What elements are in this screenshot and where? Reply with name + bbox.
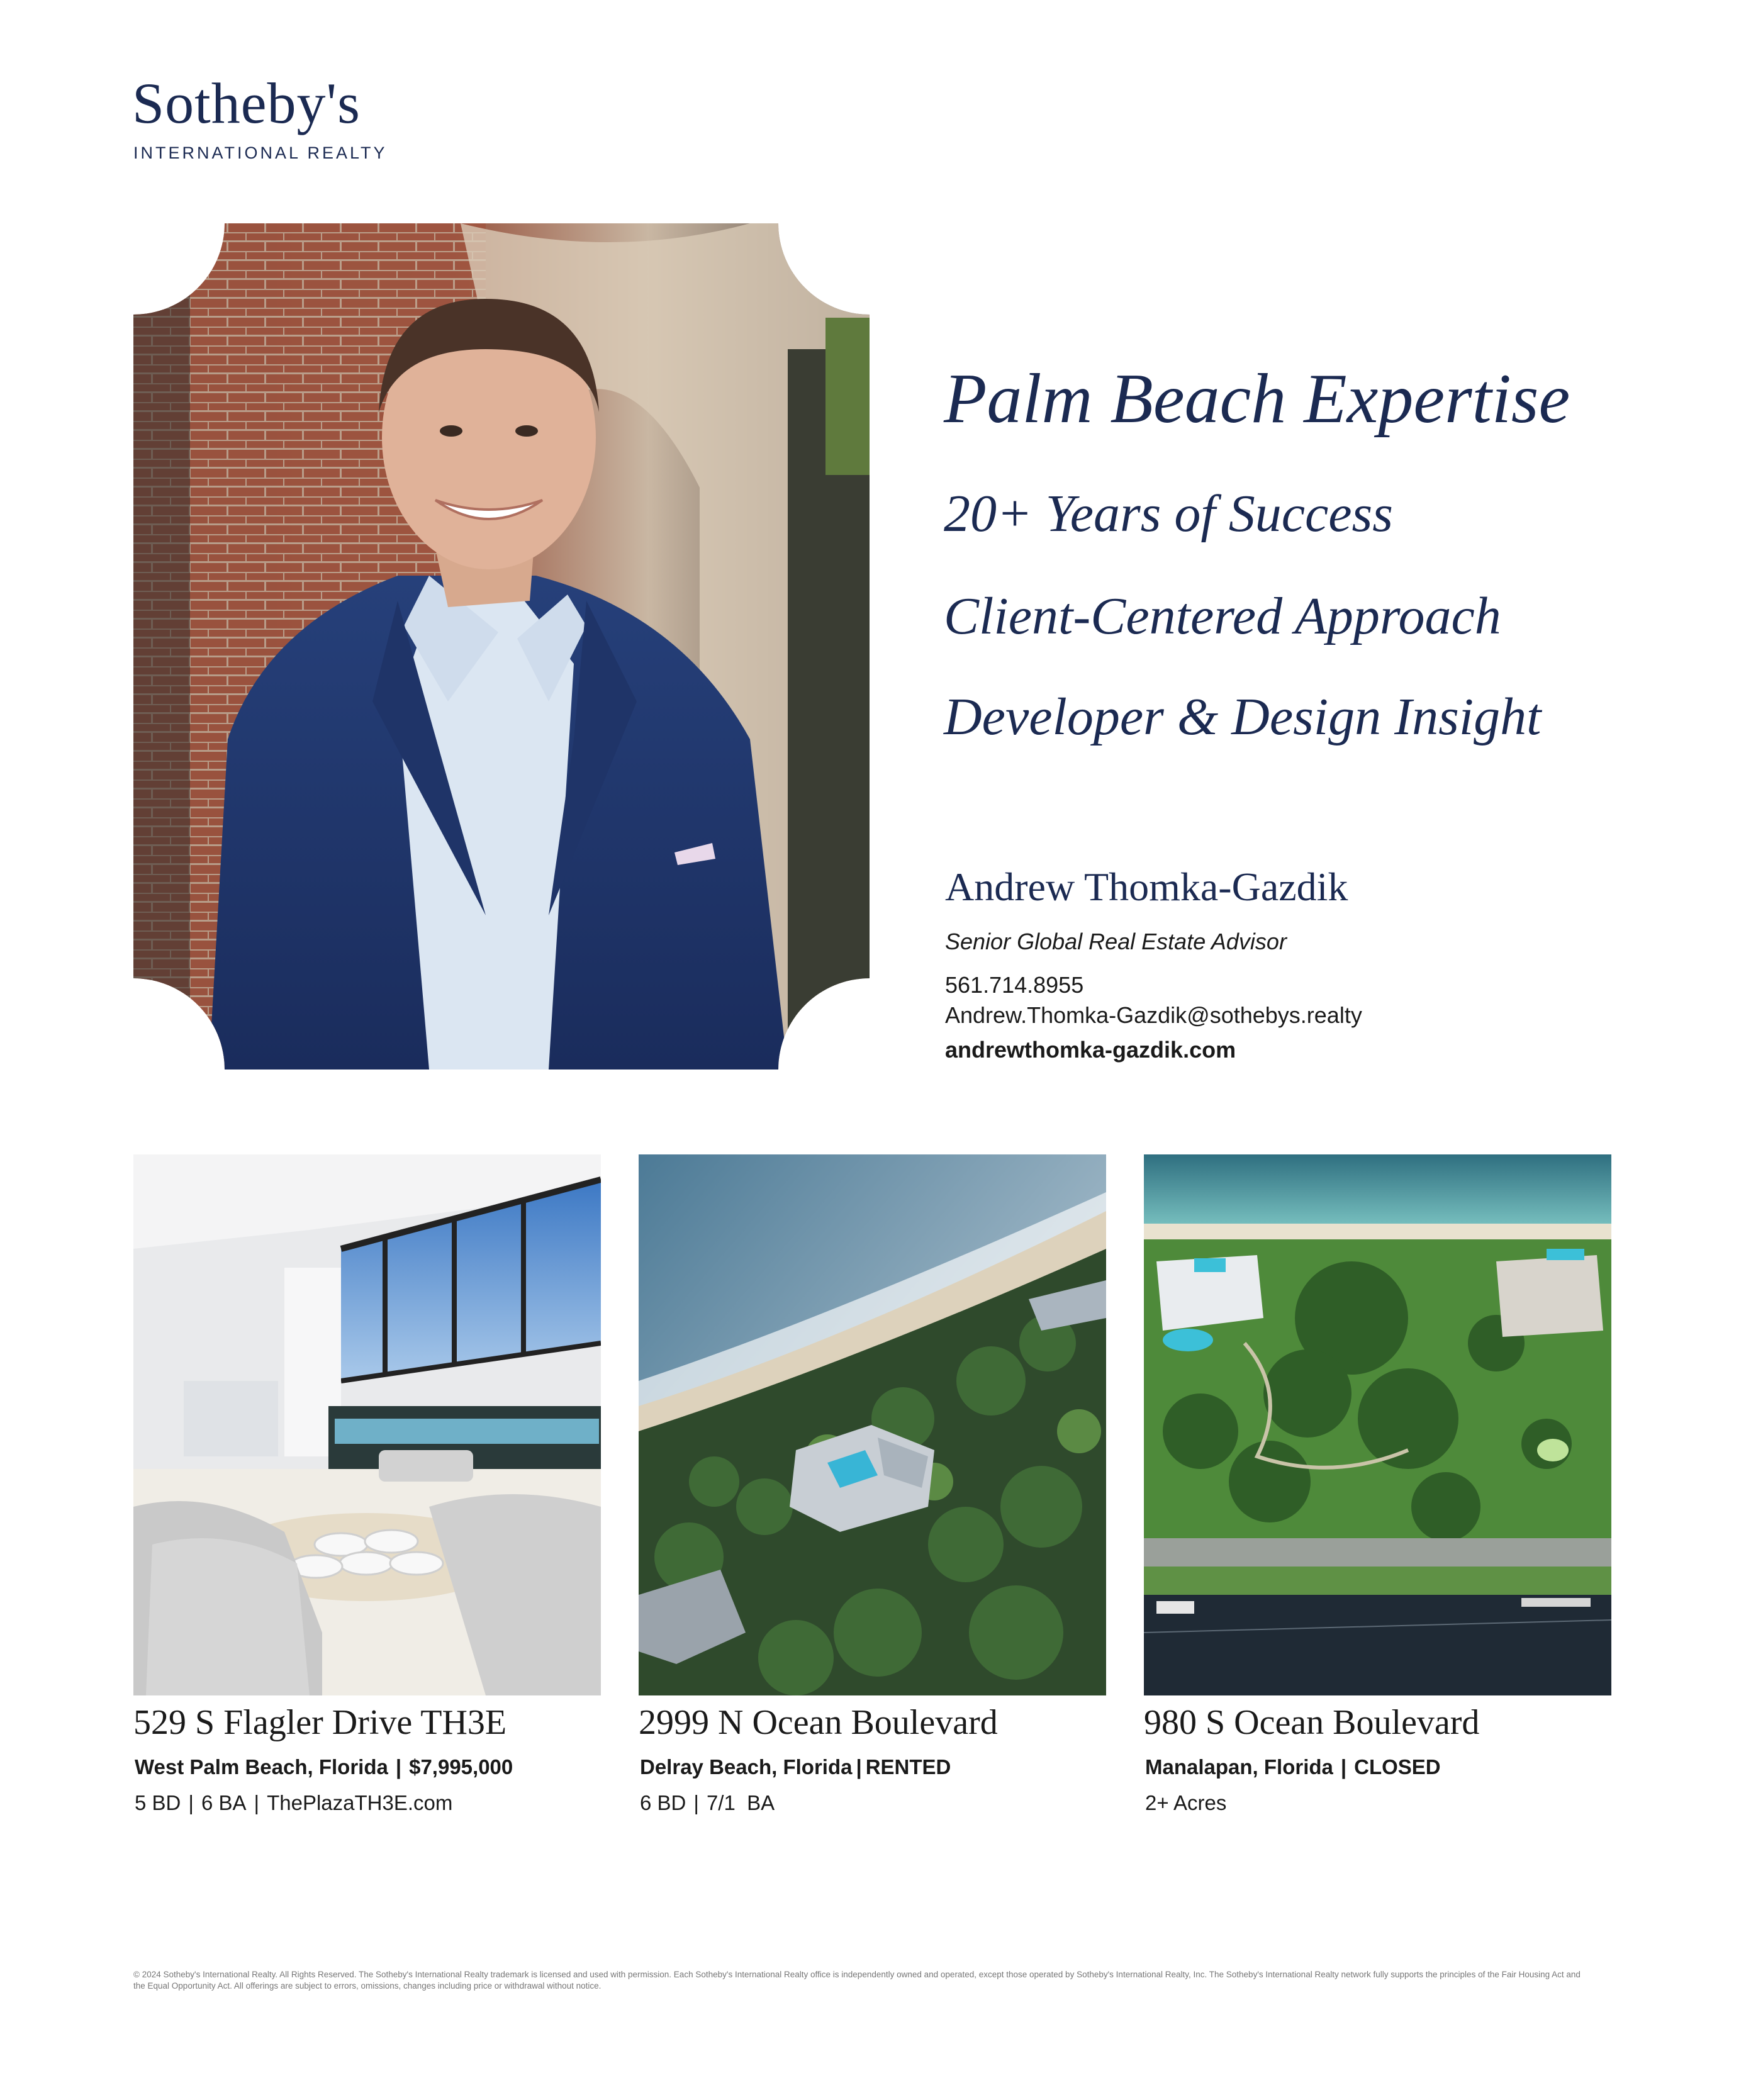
listing-city: Delray Beach, Florida bbox=[640, 1755, 853, 1779]
listing-location: Delray Beach, Florida | RENTED bbox=[640, 1755, 951, 1779]
listing-baths: 7/1 BA bbox=[706, 1791, 775, 1814]
listing-beds: 6 BD bbox=[640, 1791, 686, 1814]
listing-city: Manalapan, Florida bbox=[1145, 1755, 1333, 1779]
agent-name: Andrew Thomka-Gazdik bbox=[945, 864, 1348, 909]
listing-photo-estate[interactable] bbox=[1144, 1154, 1611, 1695]
headline-point-3: Developer & Design Insight bbox=[944, 688, 1542, 746]
agent-portrait bbox=[133, 223, 870, 1070]
listing-location: Manalapan, Florida | CLOSED bbox=[1145, 1755, 1441, 1779]
headline-point-1: 20+ Years of Success bbox=[944, 484, 1393, 543]
listing-location: West Palm Beach, Florida | $7,995,000 bbox=[135, 1755, 513, 1779]
listing-acreage: 2+ Acres bbox=[1145, 1791, 1227, 1814]
listing-details: 5 BD | 6 BA | ThePlazaTH3E.com bbox=[135, 1791, 453, 1814]
brand-subtitle: INTERNATIONAL REALTY bbox=[133, 143, 388, 162]
listing-address[interactable]: 980 S Ocean Boulevard bbox=[1144, 1703, 1480, 1742]
listing-photo-interior[interactable] bbox=[133, 1154, 601, 1695]
legal-disclaimer: © 2024 Sotheby's International Realty. All Rights Reserved. The Sotheby's International Realty trademark is licensed and used with permission. Each Sotheby's International Realty office is independently owned and operated, except those operated by Sotheby's International Realty, Inc. The Sotheby's International Realty network fully supports the principles of the Fair Housing Act and the Equal Opportunity Act. All offerings are subject to errors, omissions, changes including price or withdrawal without notice. bbox=[133, 1970, 1581, 1991]
agent-title: Senior Global Real Estate Advisor bbox=[945, 929, 1287, 954]
agent-email[interactable]: Andrew.Thomka-Gazdik@sothebys.realty bbox=[945, 1002, 1362, 1028]
agent-website[interactable]: andrewthomka-gazdik.com bbox=[945, 1037, 1236, 1063]
listing-baths: 6 BA bbox=[201, 1791, 247, 1814]
listing-status: CLOSED bbox=[1354, 1755, 1441, 1779]
listing-details: 6 BD | 7/1 BA bbox=[640, 1791, 775, 1814]
agent-phone[interactable]: 561.714.8955 bbox=[945, 972, 1084, 998]
listing-details bbox=[1145, 1791, 1226, 1815]
listing-price: $7,995,000 bbox=[409, 1755, 513, 1779]
listing-photo-beachfront[interactable] bbox=[639, 1154, 1106, 1695]
listing-beds: 5 BD bbox=[135, 1791, 181, 1814]
headline-main: Palm Beach Expertise bbox=[944, 360, 1570, 438]
brand-logo: Sotheby's bbox=[132, 71, 361, 135]
headline-point-2: Client-Centered Approach bbox=[944, 587, 1501, 645]
listing-city: West Palm Beach, Florida bbox=[135, 1755, 388, 1779]
listing-address[interactable]: 529 S Flagler Drive TH3E bbox=[133, 1703, 507, 1742]
listing-status: RENTED bbox=[865, 1755, 951, 1779]
listing-address[interactable]: 2999 N Ocean Boulevard bbox=[639, 1703, 998, 1742]
listing-website[interactable]: ThePlazaTH3E.com bbox=[267, 1791, 453, 1814]
